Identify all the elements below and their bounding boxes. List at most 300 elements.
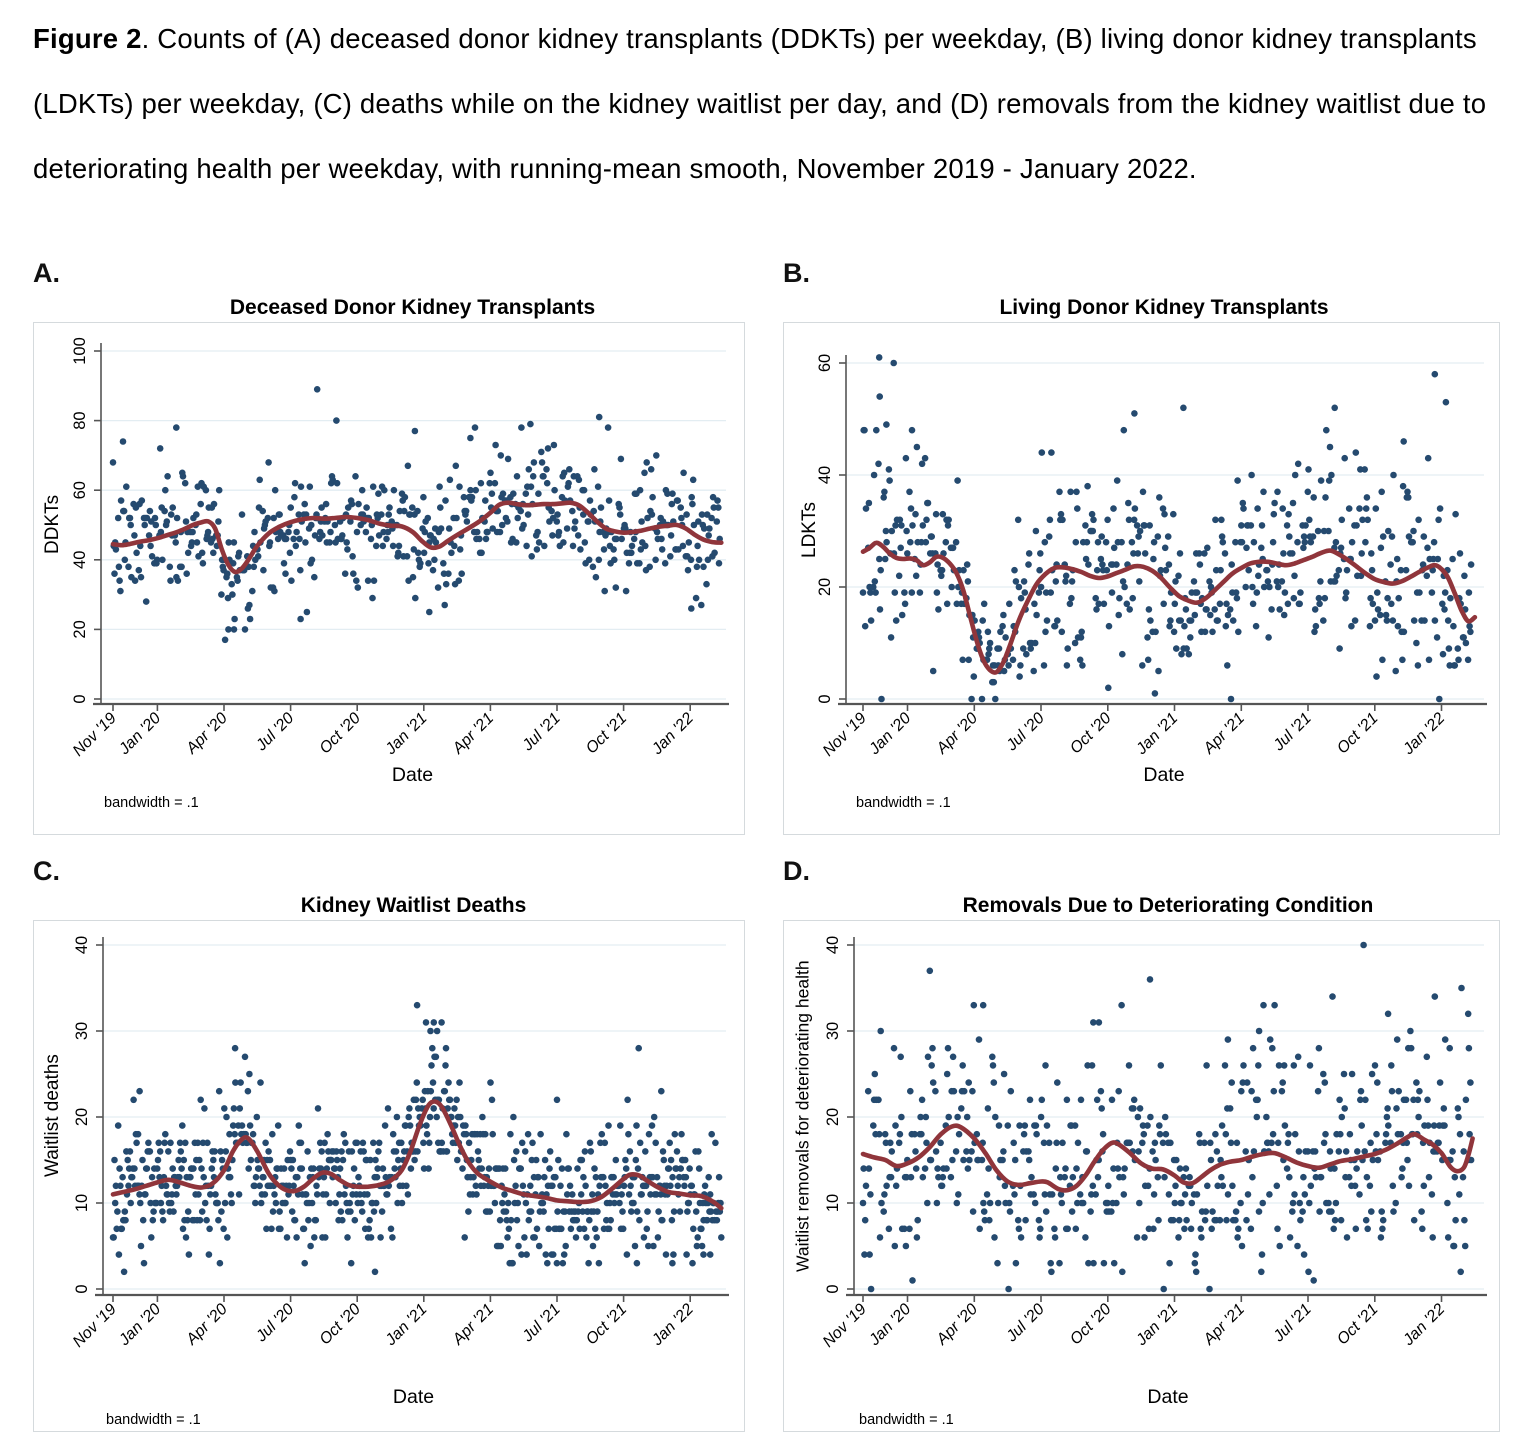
data-point — [1436, 696, 1443, 703]
data-point — [1073, 1226, 1080, 1233]
data-point — [178, 1148, 185, 1155]
data-point — [1413, 1079, 1420, 1086]
y-tick-label: 20 — [73, 1107, 91, 1127]
data-point — [1431, 539, 1438, 546]
panel-c-bandwidth-note: bandwidth = .1 — [106, 1412, 201, 1428]
data-point — [698, 1226, 705, 1233]
outlier-point — [120, 438, 127, 445]
data-point — [1320, 617, 1327, 624]
data-point — [1074, 505, 1081, 512]
data-point — [660, 1148, 667, 1155]
data-point — [866, 500, 873, 507]
data-point — [1022, 1122, 1029, 1129]
data-point — [1390, 617, 1397, 624]
data-point — [1461, 1217, 1468, 1224]
data-point — [1036, 567, 1043, 574]
data-point — [1206, 578, 1213, 585]
x-tick-label: Jan '22 — [648, 1300, 698, 1349]
data-point — [1290, 1200, 1297, 1207]
data-point — [111, 570, 118, 577]
data-point — [1384, 1105, 1391, 1112]
data-point — [287, 504, 294, 511]
data-point — [1341, 1071, 1348, 1078]
data-point — [548, 508, 555, 515]
data-point — [1109, 589, 1116, 596]
data-point — [513, 1148, 520, 1155]
data-point — [959, 657, 966, 664]
data-point — [262, 1191, 269, 1198]
data-point — [1342, 595, 1349, 602]
data-point — [953, 1148, 960, 1155]
data-point — [116, 1251, 123, 1258]
x-tick-label: Jul '20 — [253, 1300, 298, 1346]
data-point — [245, 1165, 252, 1172]
data-point — [365, 577, 372, 584]
data-point — [1075, 1140, 1082, 1147]
x-tick-label: Nov '19 — [69, 1300, 120, 1351]
data-point — [626, 560, 633, 567]
data-point — [914, 1234, 921, 1241]
data-point — [586, 1217, 593, 1224]
data-point — [1150, 556, 1157, 563]
data-point — [976, 1036, 983, 1043]
data-point — [940, 1174, 947, 1181]
data-point — [318, 1148, 325, 1155]
data-point — [599, 1131, 606, 1138]
data-point — [1286, 533, 1293, 540]
data-point — [194, 539, 201, 546]
panel-a-bandwidth-note: bandwidth = .1 — [104, 795, 199, 811]
data-point — [1463, 640, 1470, 647]
data-point — [658, 536, 665, 543]
data-point — [283, 536, 290, 543]
data-point — [1258, 1269, 1265, 1276]
data-point — [1166, 1260, 1173, 1267]
data-point — [1026, 550, 1033, 557]
data-point — [349, 501, 356, 508]
data-point — [545, 445, 552, 452]
data-point — [525, 511, 532, 518]
data-point — [390, 1131, 397, 1138]
data-point — [293, 543, 300, 550]
data-point — [408, 1165, 415, 1172]
data-point — [1203, 606, 1210, 613]
panel-a-chart — [34, 323, 746, 836]
data-point — [933, 1148, 940, 1155]
data-point — [1317, 578, 1324, 585]
data-point — [966, 1157, 973, 1164]
data-point — [1255, 573, 1262, 580]
data-point — [200, 560, 207, 567]
data-point — [896, 573, 903, 580]
data-point — [1043, 1208, 1050, 1215]
data-point — [122, 557, 129, 564]
data-point — [339, 532, 346, 539]
data-point — [1047, 1260, 1054, 1267]
data-point — [1455, 645, 1462, 652]
data-point — [234, 577, 241, 584]
data-point — [518, 424, 525, 431]
data-point — [547, 1148, 554, 1155]
data-point — [1196, 1131, 1203, 1138]
data-point — [368, 536, 375, 543]
data-point — [1344, 1234, 1351, 1241]
data-point — [995, 1200, 1002, 1207]
data-point — [303, 1191, 310, 1198]
data-point — [1349, 1071, 1356, 1078]
data-point — [1297, 1217, 1304, 1224]
data-point — [1170, 1217, 1177, 1224]
data-point — [1416, 1088, 1423, 1095]
panel-a-xlabel: Date — [391, 764, 434, 786]
data-point — [319, 532, 326, 539]
data-point — [581, 487, 588, 494]
data-point — [510, 490, 517, 497]
data-point — [588, 1148, 595, 1155]
data-point — [1341, 1105, 1348, 1112]
data-point — [1188, 617, 1195, 624]
data-point — [363, 504, 370, 511]
data-point — [606, 497, 613, 504]
data-point — [1356, 1191, 1363, 1198]
data-point — [363, 529, 370, 536]
data-point — [1084, 1148, 1091, 1155]
data-point — [1461, 573, 1468, 580]
data-point — [1145, 1183, 1152, 1190]
data-point — [433, 1114, 440, 1121]
data-point — [586, 557, 593, 564]
data-point — [1113, 1200, 1120, 1207]
data-point — [119, 1226, 126, 1233]
data-point — [1271, 1088, 1278, 1095]
data-point — [1289, 1208, 1296, 1215]
data-point — [968, 696, 975, 703]
data-point — [1208, 1226, 1215, 1233]
data-point — [574, 1217, 581, 1224]
data-point — [610, 546, 617, 553]
data-point — [642, 1148, 649, 1155]
data-point — [686, 1165, 693, 1172]
data-point — [954, 1200, 961, 1207]
panel-d-letter: D. — [783, 856, 810, 886]
data-point — [923, 539, 930, 546]
data-point — [1374, 589, 1381, 596]
data-point — [1172, 1200, 1179, 1207]
outlier-point — [467, 435, 474, 442]
data-point — [683, 511, 690, 518]
data-point — [716, 560, 723, 567]
data-point — [1031, 601, 1038, 608]
data-point — [1425, 1122, 1432, 1129]
x-tick-label: Jan '21 — [1133, 1300, 1182, 1349]
panel-b-xlabel: Date — [1143, 764, 1185, 786]
data-point — [1150, 1226, 1157, 1233]
data-point — [948, 584, 955, 591]
data-point — [1121, 427, 1128, 434]
data-point — [487, 1208, 494, 1215]
data-point — [690, 1226, 697, 1233]
data-point — [1146, 522, 1153, 529]
data-point — [1219, 533, 1226, 540]
data-point — [1307, 1062, 1314, 1069]
data-point — [127, 1200, 134, 1207]
data-point — [425, 1165, 432, 1172]
outlier-point — [605, 424, 612, 431]
data-point — [1036, 1234, 1043, 1241]
data-point — [403, 1183, 410, 1190]
data-point — [1118, 1002, 1125, 1009]
data-point — [140, 1217, 147, 1224]
data-point — [1395, 623, 1402, 630]
data-point — [526, 466, 533, 473]
data-point — [554, 518, 561, 525]
data-point — [880, 1208, 887, 1215]
data-point — [1018, 595, 1025, 602]
data-point — [1406, 1183, 1413, 1190]
data-point — [1446, 1045, 1453, 1052]
y-tick-label: 40 — [73, 935, 91, 955]
x-tick-label: Jan '20 — [116, 709, 165, 758]
data-point — [1207, 1140, 1214, 1147]
data-point — [1380, 1217, 1387, 1224]
data-point — [358, 1200, 365, 1207]
data-point — [1187, 634, 1194, 641]
data-point — [898, 1114, 905, 1121]
data-point — [182, 1140, 189, 1147]
data-point — [1165, 533, 1172, 540]
data-point — [965, 578, 972, 585]
data-point — [688, 557, 695, 564]
data-point — [296, 1122, 303, 1129]
data-point — [943, 539, 950, 546]
data-point — [912, 511, 919, 518]
data-point — [371, 1208, 378, 1215]
data-point — [1266, 1191, 1273, 1198]
data-point — [227, 1174, 234, 1181]
data-point — [1374, 1079, 1381, 1086]
data-point — [478, 1165, 485, 1172]
data-point — [1073, 1165, 1080, 1172]
data-point — [1248, 1088, 1255, 1095]
data-point — [344, 546, 351, 553]
panel-d-ylabel: Waitlist removals for deteriorating health — [792, 960, 813, 1272]
data-point — [602, 1140, 609, 1147]
data-point — [112, 1200, 119, 1207]
data-point — [1368, 1208, 1375, 1215]
data-point — [231, 539, 238, 546]
data-point — [671, 1208, 678, 1215]
data-point — [1224, 662, 1231, 669]
data-point — [560, 1260, 567, 1267]
data-point — [922, 455, 929, 462]
data-point — [1446, 645, 1453, 652]
data-point — [928, 533, 935, 540]
data-point — [405, 463, 412, 470]
data-point — [311, 1234, 318, 1241]
panel-b-chart — [784, 323, 1501, 836]
data-point — [708, 1131, 715, 1138]
data-point — [1301, 1251, 1308, 1258]
data-point — [1234, 1140, 1241, 1147]
data-point — [1162, 545, 1169, 552]
data-point — [888, 634, 895, 641]
data-point — [377, 1234, 384, 1241]
data-point — [1424, 1097, 1431, 1104]
data-point — [305, 1217, 312, 1224]
data-point — [1119, 651, 1126, 658]
data-point — [116, 1165, 123, 1172]
data-point — [138, 574, 145, 581]
data-point — [960, 567, 967, 574]
data-point — [1276, 1243, 1283, 1250]
data-point — [1248, 522, 1255, 529]
outlier-point — [890, 360, 897, 367]
data-point — [1450, 623, 1457, 630]
x-tick-label: Oct '21 — [1334, 709, 1382, 758]
data-point — [1421, 617, 1428, 624]
data-point — [1333, 539, 1340, 546]
data-point — [1135, 1148, 1142, 1155]
data-point — [459, 1165, 466, 1172]
data-point — [940, 511, 947, 518]
panel-a-ylabel: DDKTs — [42, 494, 63, 554]
data-point — [322, 1234, 329, 1241]
data-point — [535, 1174, 542, 1181]
data-point — [399, 1200, 406, 1207]
data-point — [1395, 595, 1402, 602]
panel-a-box — [33, 322, 745, 835]
data-point — [165, 1148, 172, 1155]
data-point — [892, 1243, 899, 1250]
data-point — [1230, 617, 1237, 624]
data-point — [867, 1191, 874, 1198]
data-point — [1274, 1226, 1281, 1233]
data-point — [901, 589, 908, 596]
data-point — [499, 1200, 506, 1207]
data-point — [462, 1122, 469, 1129]
data-point — [990, 1062, 997, 1069]
data-point — [964, 561, 971, 568]
data-point — [1415, 517, 1422, 524]
data-point — [945, 522, 952, 529]
data-point — [616, 1200, 623, 1207]
data-point — [633, 1122, 640, 1129]
data-point — [1099, 561, 1106, 568]
data-point — [1336, 567, 1343, 574]
data-point — [170, 1208, 177, 1215]
data-point — [625, 1131, 632, 1138]
data-point — [1013, 1260, 1020, 1267]
data-point — [287, 1148, 294, 1155]
data-point — [906, 1226, 913, 1233]
data-point — [1208, 1157, 1215, 1164]
data-point — [1201, 1140, 1208, 1147]
data-point — [1141, 1131, 1148, 1138]
data-point — [1424, 1054, 1431, 1061]
data-point — [410, 574, 417, 581]
data-point — [147, 1148, 154, 1155]
outlier-point — [443, 1045, 450, 1052]
data-point — [560, 539, 567, 546]
data-point — [341, 1131, 348, 1138]
data-point — [989, 1054, 996, 1061]
data-point — [215, 1217, 222, 1224]
data-point — [1120, 578, 1127, 585]
data-point — [231, 1105, 238, 1112]
data-point — [186, 1251, 193, 1258]
data-point — [1080, 1200, 1087, 1207]
data-point — [702, 1183, 709, 1190]
data-point — [218, 591, 225, 598]
data-point — [924, 1200, 931, 1207]
data-point — [1217, 601, 1224, 608]
data-point — [162, 1131, 169, 1138]
data-point — [1149, 1148, 1156, 1155]
data-point — [1141, 1234, 1148, 1241]
data-point — [179, 1122, 186, 1129]
data-point — [122, 1217, 129, 1224]
data-point — [965, 1165, 972, 1172]
data-point — [349, 553, 356, 560]
data-point — [425, 560, 432, 567]
data-point — [623, 1165, 630, 1172]
data-point — [178, 564, 185, 571]
data-point — [593, 574, 600, 581]
data-point — [164, 473, 171, 480]
data-point — [1201, 550, 1208, 557]
data-point — [398, 1140, 405, 1147]
data-point — [1367, 1183, 1374, 1190]
data-point — [917, 589, 924, 596]
data-point — [1229, 1183, 1236, 1190]
x-tick-label: Oct '20 — [1067, 709, 1115, 758]
data-point — [685, 567, 692, 574]
data-point — [1092, 595, 1099, 602]
data-point — [314, 1191, 321, 1198]
data-point — [309, 557, 316, 564]
data-point — [1336, 1148, 1343, 1155]
data-point — [638, 518, 645, 525]
data-point — [689, 1183, 696, 1190]
data-point — [705, 1174, 712, 1181]
data-point — [1172, 578, 1179, 585]
y-tick-label: 30 — [73, 1021, 91, 1041]
data-point — [497, 1217, 504, 1224]
data-point — [522, 1148, 529, 1155]
x-tick-label: Oct '20 — [316, 1300, 365, 1349]
data-point — [659, 1217, 666, 1224]
data-point — [1126, 606, 1133, 613]
data-point — [515, 1200, 522, 1207]
data-point — [1017, 662, 1024, 669]
data-point — [1254, 1114, 1261, 1121]
data-point — [1346, 1174, 1353, 1181]
data-point — [980, 1200, 987, 1207]
data-point — [714, 1217, 721, 1224]
data-point — [1073, 489, 1080, 496]
data-point — [1129, 539, 1136, 546]
data-point — [1463, 1097, 1470, 1104]
data-point — [203, 487, 210, 494]
data-point — [1010, 657, 1017, 664]
data-point — [257, 1079, 264, 1086]
data-point — [883, 1183, 890, 1190]
outlier-point — [554, 1097, 561, 1104]
data-point — [405, 1191, 412, 1198]
data-point — [489, 490, 496, 497]
data-point — [1233, 589, 1240, 596]
data-point — [922, 1165, 929, 1172]
